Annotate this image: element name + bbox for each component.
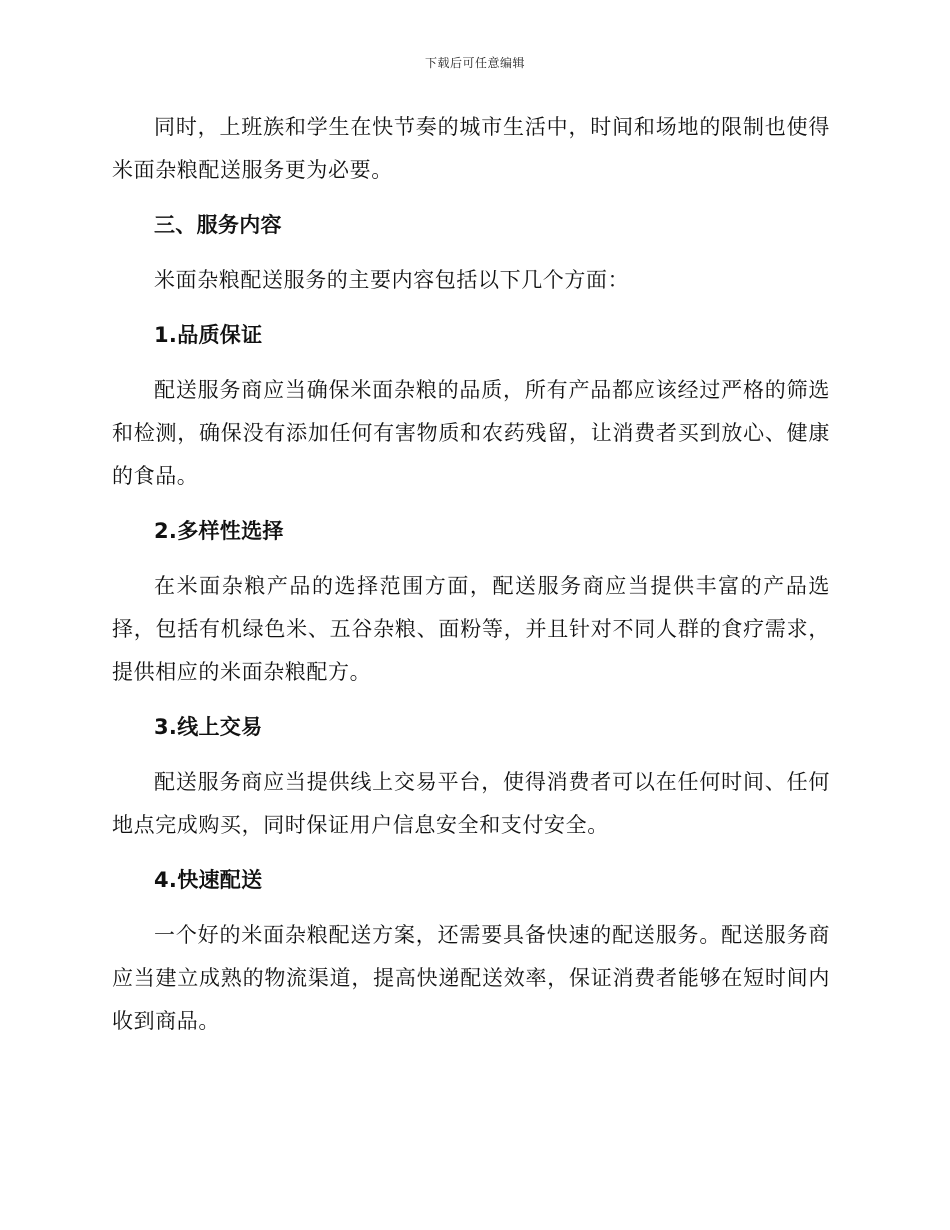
subheading-fast-delivery: 4.快速配送	[154, 868, 263, 892]
document-body	[112, 106, 830, 1055]
subheading-online-trading: 3.线上交易	[154, 715, 263, 739]
section-heading-service-content: 三、服务内容	[154, 213, 282, 237]
subheading-quality-assurance: 1.品质保证	[154, 323, 263, 347]
paragraph-online-trading: 配送服务商应当提供线上交易平台，使得消费者可以在任何时间、任何地点完成购买，同时保证用户信息安全和支付安全。	[112, 770, 830, 837]
subheading-diverse-choice: 2.多样性选择	[154, 519, 284, 543]
paragraph-fast-delivery: 一个好的米面杂粮配送方案，还需要具备快速的配送服务。配送服务商应当建立成熟的物流渠道，提高快递配送效率，保证消费者能够在短时间内收到商品。	[112, 923, 830, 1033]
paragraph-quality-assurance: 配送服务商应当确保米面杂粮的品质，所有产品都应该经过严格的筛选和检测，确保没有添加任何有害物质和农药残留，让消费者买到放心、健康的食品。	[112, 378, 830, 488]
paragraph-time-constraints: 同时，上班族和学生在快节奏的城市生活中，时间和场地的限制也使得米面杂粮配送服务更为必要。	[112, 115, 830, 182]
paragraph-service-intro: 米面杂粮配送服务的主要内容包括以下几个方面：	[154, 268, 630, 292]
paragraph-diverse-choice: 在米面杂粮产品的选择范围方面，配送服务商应当提供丰富的产品选择，包括有机绿色米、五谷杂粮、面粉等，并且针对不同人群的食疗需求，提供相应的米面杂粮配方。	[112, 574, 830, 684]
page-header: 下载后可任意编辑	[424, 56, 525, 70]
